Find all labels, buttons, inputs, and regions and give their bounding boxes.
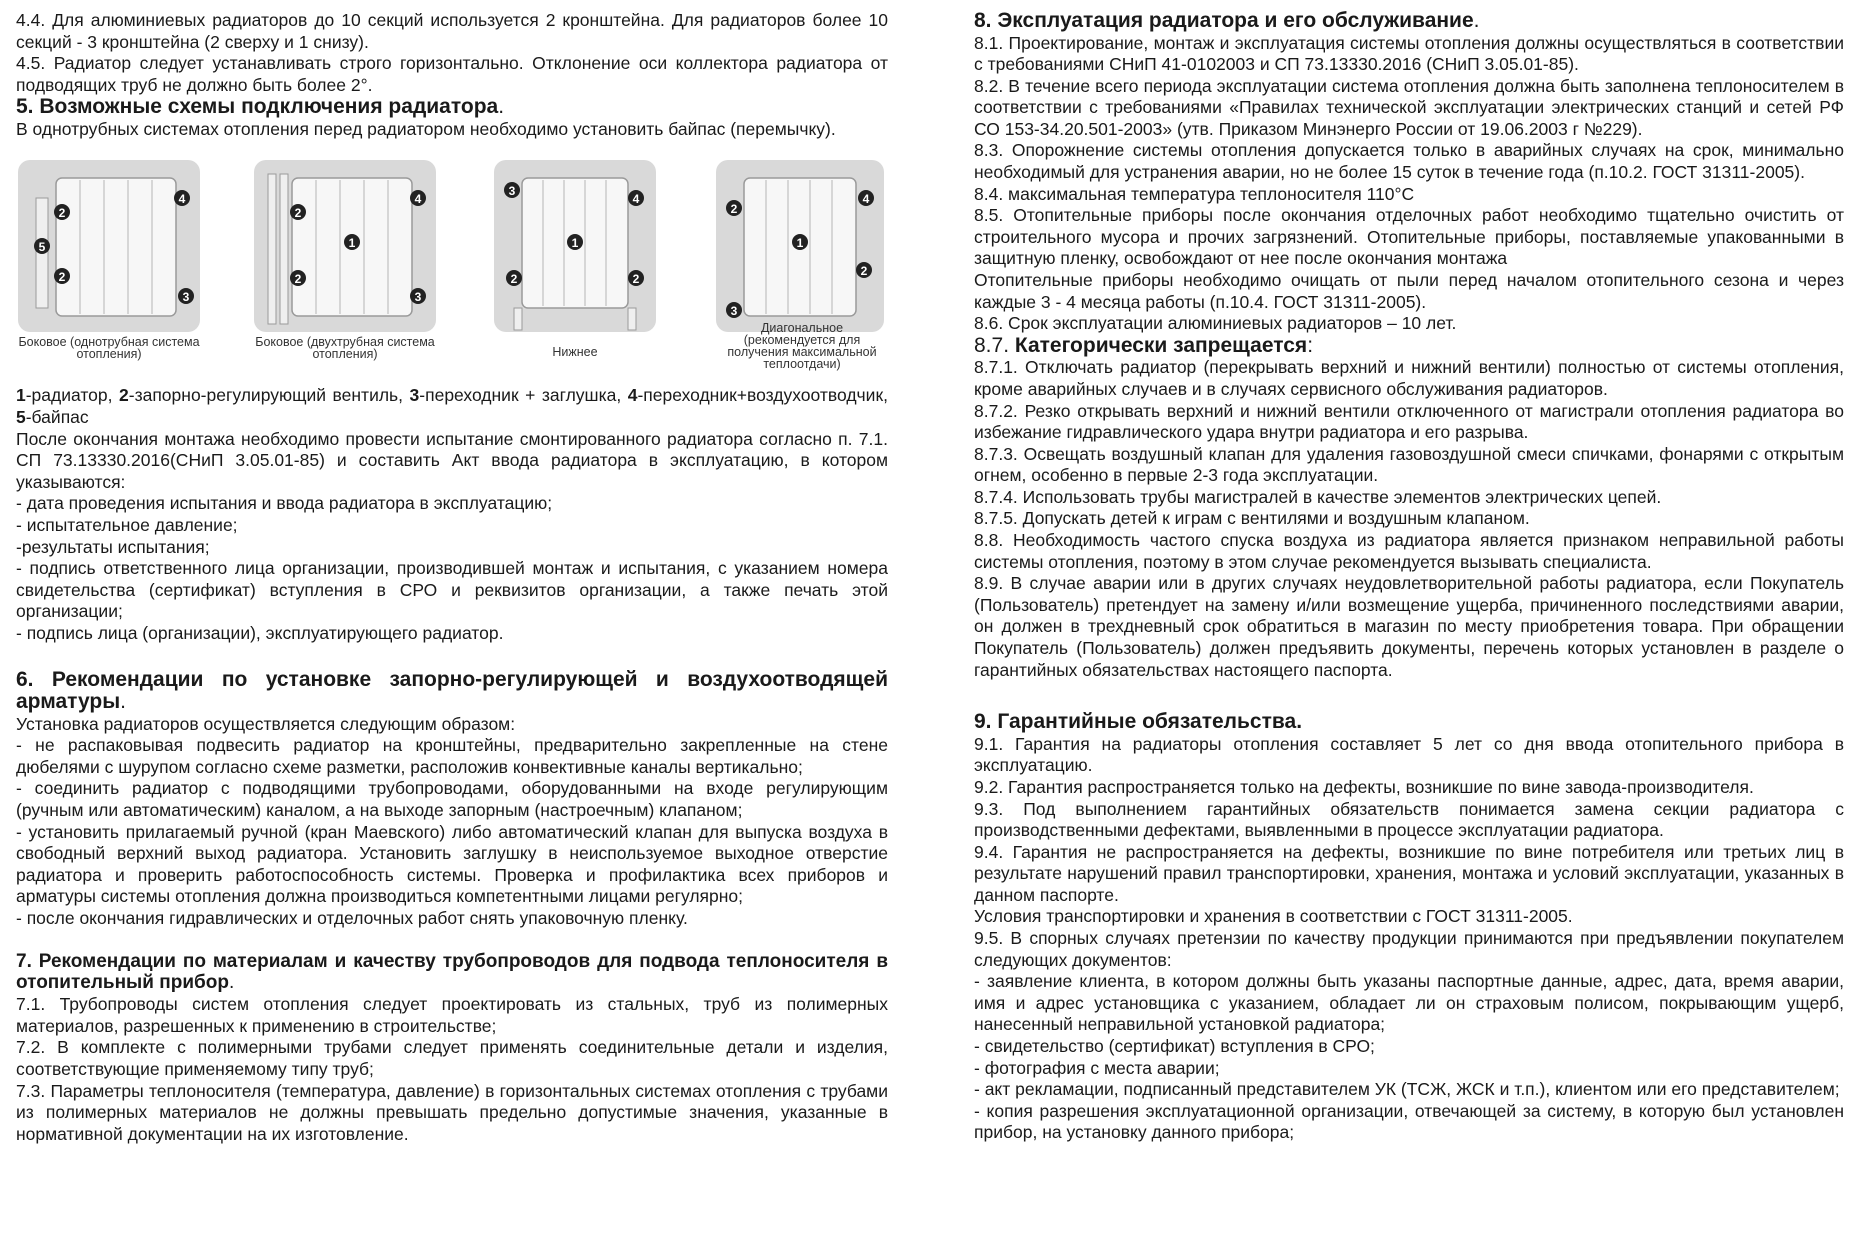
paragraph-8-7-4: 8.7.4. Использовать трубы магистралей в качестве элементов электрических цепей. [974,486,1662,507]
scheme-caption: Боковое (однотрубная система отопления) [18,335,200,362]
marker-1 [792,234,808,250]
paragraph-4-5: 4.5. Радиатор следует устанавливать строго горизонтально. Отклонение оси коллектора радиатора от подводящих труб не должно быть более 2°. [16,53,888,95]
svg-text:1: 1 [571,236,579,251]
scheme-caption: Диагональное (рекомендуется для получения максимальной теплоотдачи) [727,321,877,372]
svg-text:2: 2 [632,272,640,287]
paragraph-9-3: 9.3. Под выполнением гарантийных обязательств понимается замена секции радиатора с производственными дефектами, выявленными в процессе эксплуатации радиатора. [974,798,1844,841]
marker-2 [506,270,522,286]
heading-section-8-7: 8.7. Категорически запрещается: [974,333,1314,357]
marker-1 [344,234,360,250]
marker-3 [178,288,194,304]
marker-2 [54,204,70,220]
svg-text:3: 3 [508,184,516,199]
list-item: - подпись лица (организации), эксплуатирующего радиатор. [16,623,504,643]
list-item: - дата проведения испытания и ввода радиатора в эксплуатацию; [16,493,553,514]
paragraph-8-3: 8.3. Опорожнение системы отопления допускается только в аварийных случаях на срок, минимально необходимый для устранения аварии, но не более 15 суток в течение года (п.10.2. ГОСТ 31311-2005). [974,140,1844,183]
radiator-scheme-2-image [252,158,438,343]
paragraph-8-7-5: 8.7.5. Допускать детей к играм с вентилями и воздушным клапаном. [974,508,1530,529]
scheme-bottom [492,158,658,360]
list-item: - подпись ответственного лица организации, производившей монтаж и испытания, с указанием номера свидетельства (сертификат) вступления в СРО и реквизитов организации, а также печать этой организации; [16,558,888,622]
connection-schemes [16,158,888,383]
paragraph-8-9: 8.9. В случае аварии или в других случаях неудовлетворительной работы радиатора, если Покупатель (Пользователь) претендует на замену и/или возмещение ущерба, причиненного последствиями аварии, он должен в трехдневный срок обратиться в магазин по месту приобретения товара. При обращении Покупатель (Пользователь) должен предъявить документы, перечень которых установлен в разделе о гарантийных обязательствах настоящего паспорта. [974,573,1844,680]
paragraph-8-5: 8.5. Отопительные приборы после окончания отделочных работ необходимо тщательно очистить от строительного мусора и прочих загрязнений. Отопительные приборы, поставляемые упакованными в защитную пленку, освобождают от нее после окончания монтажа [974,205,1844,269]
paragraph-8-4: 8.4. максимальная температура теплоносителя 110°С [974,183,1415,204]
paragraph-8-8: 8.8. Необходимость частого спуска воздуха из радиатора является признаком неправильной работы системы отопления, поэтому в этом случае рекомендуется вызывать специалиста. [974,530,1844,572]
list-item: - акт рекламации, подписанный представителем УК (ТСЖ, ЖСК и т.п.), клиентом или его представителем; [974,1079,1840,1100]
paragraph-8-7-1: 8.7.1. Отключать радиатор (перекрывать верхний и нижний вентили) полностью от системы отопления, кроме аварийных случаев и в случаях сервисного обслуживания радиаторов. [974,357,1844,399]
marker-2 [856,262,872,278]
svg-text:2: 2 [58,270,66,285]
marker-5 [34,238,50,254]
heading-section-5: 5. Возможные схемы подключения радиатора. [16,95,505,119]
radiator-scheme-1-image [16,158,202,343]
list-item: - заявление клиента, в котором должны быть указаны паспортные данные, адрес, дата, время аварии, имя и адрес установщика с указанием, обладает ли он страховым полисом, покрывающим ущерб, нанесенный неправильной установкой радиатора; [974,971,1844,1035]
scheme-legend: 1-радиатор, 2-запорно-регулирующий вентиль, 3-переходник + заглушка, 4-переходник+воздухоотводчик, 5-байпас [16,385,888,428]
marker-2 [290,270,306,286]
svg-text:2: 2 [730,202,738,217]
scheme-side-double-pipe [252,158,438,362]
svg-text:3: 3 [182,290,190,305]
svg-text:3: 3 [730,304,738,319]
radiator-scheme-3-image [492,158,658,343]
marker-2 [290,204,306,220]
marker-2 [54,268,70,284]
list-item: - после окончания гидравлических и отделочных работ снять упаковочную пленку. [16,907,688,928]
paragraph-after-test: После окончания монтажа необходимо провести испытание смонтированного радиатора согласно п. 7.1. СП 73.13330.2016(СНиП 3.05.01-85) и составить Акт ввода радиатора в эксплуатацию, в котором указываются: [16,428,888,492]
svg-text:1: 1 [796,236,804,251]
marker-3 [504,182,520,198]
scheme-diagonal [714,158,890,372]
svg-text:2: 2 [860,264,868,279]
heading-section-6: 6. Рекомендации по установке запорно-регулирующей и воздухоотводящей арматуры. [16,667,888,714]
paragraph-9-5: 9.5. В спорных случаях претензии по качеству продукции принимаются при предъявлении покупателем следующих документов: [974,928,1844,970]
list-item: - не распаковывая подвесить радиатор на кронштейны, предварительно закрепленные на стене дюбелями с шурупом согласно схеме разметки, расположив конвективные каналы вертикально; [16,735,888,777]
list-item: - установить прилагаемый ручной (кран Маевского) либо автоматический клапан для выпуска воздуха в свободный верхний выход радиатора. Установить заглушку в неиспользуемое выходное отверстие радиатора и проверить работоспособность системы. Проверка и профилактика всех приборов и арматуры системы отопления должна производиться компетентными лицами регулярно; [16,821,888,907]
svg-text:4: 4 [414,192,422,207]
svg-text:2: 2 [294,272,302,287]
marker-4 [858,190,874,206]
svg-text:2: 2 [58,206,66,221]
paragraph-9-1: 9.1. Гарантия на радиаторы отопления составляет 5 лет со дня ввода отопительного прибора в эксплуатацию. [974,733,1844,776]
paragraph-9-4b: Условия транспортировки и хранения в соответствии с ГОСТ 31311-2005. [974,906,1573,927]
marker-4 [174,190,190,206]
paragraph-6-intro: Установка радиаторов осуществляется следующим образом: [16,713,516,734]
list-item: - соединить радиатор с подводящими трубопроводами, оборудованными на входе регулирующим (ручным или автоматическим) каналом, а на выходе запорным (настроечным) клапаном; [16,778,888,820]
list-item: - копия разрешения эксплуатационной организации, отвечающей за систему, в которую был установлен прибор, на установку данного прибора; [974,1100,1844,1143]
marker-3 [726,302,742,318]
heading-section-8: 8. Эксплуатация радиатора и его обслуживание. [974,9,1480,32]
svg-text:4: 4 [862,192,870,207]
paragraph-8-6: 8.6. Срок эксплуатации алюминиевых радиаторов – 10 лет. [974,313,1457,334]
marker-3 [410,288,426,304]
heading-section-7: 7. Рекомендации по материалам и качеству трубопроводов для подвода теплоносителя в отопительный прибор. [16,950,888,994]
paragraph-7-1: 7.1. Трубопроводы систем отопления следует проектировать из стальных, труб из полимерных материалов, разрешенных к применению в строительстве; [16,994,888,1036]
svg-text:1: 1 [348,236,356,251]
right-column [974,10,1844,1144]
svg-text:2: 2 [294,206,302,221]
radiator-scheme-4-image [714,158,890,343]
paragraph-7-2: 7.2. В комплекте с полимерными трубами следует применять соединительные детали и изделия, соответствующие применяемому типу труб; [16,1037,888,1079]
paragraph-8-1: 8.1. Проектирование, монтаж и эксплуатация системы отопления должны осуществляться в соответствии с требованиями СНиП 41-0102003 и СП 73.13330.2016 (СНиП 3.05.01-85). [974,32,1844,75]
svg-text:5: 5 [38,240,46,255]
paragraph-9-4: 9.4. Гарантия не распространяется на дефекты, возникшие по вине потребителя или третьих лиц в результате нарушений правил транспортировки, хранения, монтажа и условий эксплуатации, указанных в данном паспорте. [974,841,1844,905]
marker-2 [628,270,644,286]
marker-4 [628,190,644,206]
paragraph-7-3: 7.3. Параметры теплоносителя (температура, давление) в горизонтальных системах отопления с трубами из полимерных материалов не должны превышать предельно допустимые значения, указанные в нормативной документации на их изготовление. [16,1080,888,1144]
paragraph-9-2: 9.2. Гарантия распространяется только на дефекты, возникшие по вине завода-производителя. [974,776,1754,797]
list-item: - свидетельство (сертификат) вступления в СРО; [974,1036,1375,1057]
marker-2 [726,200,742,216]
list-item: -результаты испытания; [16,536,210,557]
list-item: - фотография с места аварии; [974,1057,1220,1078]
paragraph-5-intro: В однотрубных системах отопления перед радиатором необходимо установить байпас (перемычку). [16,118,836,139]
scheme-caption: Боковое (двухтрубная система отопления) [255,335,435,362]
svg-text:3: 3 [414,290,422,305]
left-column [16,10,888,1145]
heading-section-9: 9. Гарантийные обязательства. [974,710,1303,734]
marker-4 [410,190,426,206]
paragraph-8-5b: Отопительные приборы необходимо очищать от пыли перед началом отопительного сезона и через каждые 3 - 4 месяца работы (п.10.4. ГОСТ 31311-2005). [974,270,1844,312]
svg-text:4: 4 [632,192,640,207]
paragraph-8-7-3: 8.7.3. Освещать воздушный клапан для удаления газовоздушной смеси спичками, фонарями с открытым огнем, особенно в первые 2-3 года эксплуатации. [974,443,1844,486]
svg-text:4: 4 [178,192,186,207]
svg-text:2: 2 [510,272,518,287]
list-item: - испытательное давление; [16,515,238,536]
paragraph-8-7-2: 8.7.2. Резко открывать верхний и нижний вентили отключенного от магистрали отопления радиатора во избежание гидравлического удара внутри радиатора и его разрыва. [974,400,1844,443]
paragraph-4-4: 4.4. Для алюминиевых радиаторов до 10 секций используется 2 кронштейна. Для радиаторов более 10 секций - 3 кронштейна (2 сверху и 1 снизу). [16,10,888,52]
paragraph-8-2: 8.2. В течение всего периода эксплуатации система отопления должна быть заполнена теплоносителем в соответствии с требованиями «Правилах технической эксплуатации электрических станций и сетей РФ СО 153-34.20.501-2003» (утв. Приказом Минэнерго России от 19.06.2003 г №229). [974,75,1844,139]
scheme-side-single-pipe [16,158,202,362]
marker-1 [567,234,583,250]
scheme-caption: Нижнее [552,345,598,360]
